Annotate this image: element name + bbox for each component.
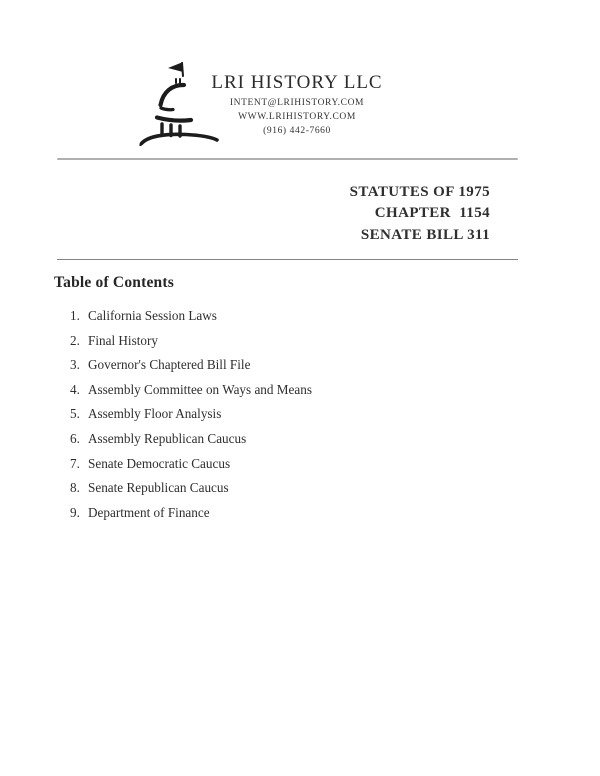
toc-item-number: 2. bbox=[70, 332, 80, 348]
toc-item bbox=[0, 406, 600, 422]
toc-item bbox=[0, 431, 600, 447]
contact-block bbox=[162, 96, 432, 138]
company-phone: (916) 442-7660 bbox=[263, 126, 331, 136]
statute-reference-block bbox=[350, 182, 490, 246]
toc-item bbox=[0, 456, 600, 472]
toc-item bbox=[0, 382, 600, 398]
toc-item-number: 3. bbox=[70, 357, 80, 373]
toc-item-label: Assembly Committee on Ways and Means bbox=[88, 381, 312, 397]
toc-item-label: Assembly Floor Analysis bbox=[88, 406, 222, 422]
toc-item-number: 8. bbox=[70, 480, 80, 496]
company-name: LRI HISTORY LLC bbox=[211, 72, 383, 93]
toc-heading: Table of Contents bbox=[54, 274, 174, 291]
toc-item-number: 7. bbox=[70, 455, 80, 471]
toc-item-number: 5. bbox=[70, 406, 80, 422]
toc-item-label: Senate Democratic Caucus bbox=[88, 455, 231, 471]
senate-bill-line: SENATE BILL 311 bbox=[360, 226, 490, 243]
letterhead bbox=[162, 72, 432, 138]
toc-item-label: Final History bbox=[88, 332, 158, 348]
toc-item-number: 9. bbox=[70, 504, 80, 520]
toc-item-label: Governor's Chaptered Bill File bbox=[88, 357, 251, 373]
toc-item-number: 4. bbox=[70, 381, 80, 397]
section-divider-rule bbox=[57, 259, 518, 260]
toc-item-number: 6. bbox=[70, 430, 80, 446]
chapter-line: CHAPTER 1154 bbox=[374, 205, 490, 222]
toc-item bbox=[0, 505, 600, 521]
company-email: INTENT@LRIHISTORY.COM bbox=[229, 98, 365, 108]
company-website: WWW.LRIHISTORY.COM bbox=[238, 112, 356, 122]
toc-item-label: California Session Laws bbox=[88, 308, 217, 323]
toc-item-label: Department of Finance bbox=[88, 504, 210, 520]
toc-item bbox=[0, 333, 600, 349]
toc-item-label: Assembly Republican Caucus bbox=[88, 430, 247, 446]
statutes-line: STATUTES OF 1975 bbox=[349, 184, 490, 200]
header-divider-rule bbox=[57, 158, 518, 160]
toc-item-label: Senate Republican Caucus bbox=[88, 480, 229, 496]
toc-item bbox=[0, 480, 600, 496]
toc-item bbox=[0, 357, 600, 373]
toc-list bbox=[0, 308, 600, 529]
toc-item-number: 1. bbox=[70, 308, 80, 323]
toc-item bbox=[0, 308, 600, 324]
